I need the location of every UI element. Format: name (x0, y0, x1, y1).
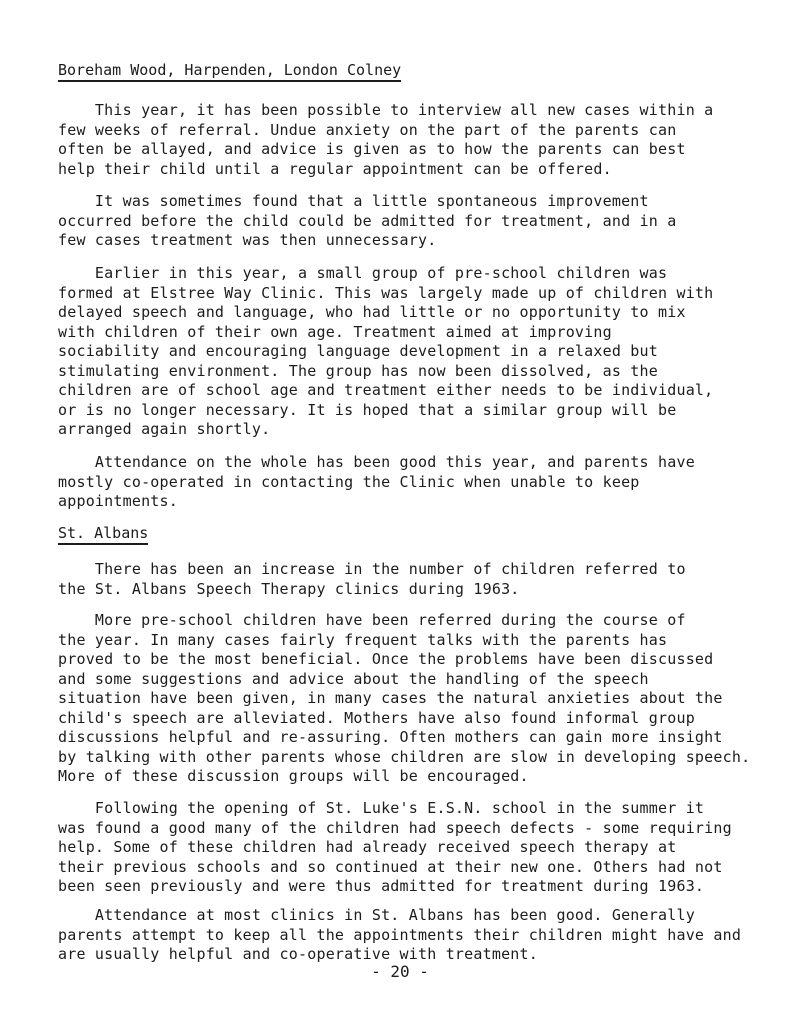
text-line: appointments. (58, 492, 178, 510)
text-line: with children of their own age. Treatment aimed at improving (58, 322, 612, 341)
text-line: occurred before the child could be admitted for treatment, and in a (58, 211, 677, 230)
paragraph (58, 101, 798, 179)
paragraph (58, 799, 798, 897)
section-heading-boreham-wood: Boreham Wood, Harpenden, London Colney (58, 61, 401, 82)
text-line: Following the opening of St. Luke's E.S.N. school in the summer it (58, 799, 705, 817)
text-line: and some suggestions and advice about the handling of the speech (58, 669, 649, 688)
paragraph (58, 264, 798, 440)
text-line: formed at Elstree Way Clinic. This was largely made up of children with (58, 283, 714, 302)
text-line: proved to be the most beneficial. Once the problems have been discussed (58, 650, 714, 668)
paragraph (58, 192, 798, 251)
paragraph (58, 906, 798, 965)
text-line: There has been an increase in the number of children referred to (58, 560, 686, 578)
text-line: Attendance at most clinics in St. Albans has been good. Generally (58, 906, 695, 924)
text-line: discussions helpful and re-assuring. Often mothers can gain more insight (58, 728, 723, 746)
text-line: sociability and encouraging language development in a relaxed but (58, 342, 658, 360)
text-line: stimulating environment. The group has now been dissolved, as the (58, 361, 658, 380)
text-line: been seen previously and were thus admitted for treatment during 1963. (58, 877, 705, 895)
text-line: More of these discussion groups will be encouraged. (58, 767, 529, 785)
text-line: the year. In many cases fairly frequent talks with the parents has (58, 630, 668, 649)
text-line: was found a good many of the children had speech defects - some requiring (58, 818, 732, 837)
text-line: This year, it has been possible to interview all new cases within a (58, 101, 714, 119)
text-line: mostly co-operated in contacting the Clinic when unable to keep (58, 472, 640, 491)
paragraph (58, 611, 798, 787)
text-line: the St. Albans Speech Therapy clinics during 1963. (58, 579, 520, 598)
text-line: Earlier in this year, a small group of pre-school children was (58, 264, 668, 282)
paragraph (58, 453, 798, 512)
text-line: few weeks of referral. Undue anxiety on the part of the parents can (58, 120, 677, 139)
text-line: are usually helpful and co-operative with treatment. (58, 945, 538, 963)
text-line: More pre-school children have been referred during the course of (58, 611, 686, 629)
text-line: few cases treatment was then unnecessary. (58, 231, 437, 249)
text-line: parents attempt to keep all the appointments their children might have and (58, 925, 742, 944)
text-line: help their child until a regular appointment can be offered. (58, 159, 612, 178)
text-line: children are of school age and treatment either needs to be individual, (58, 381, 714, 399)
text-line: delayed speech and language, who had little or no opportunity to mix (58, 303, 686, 321)
text-line: situation have been given, in many cases the natural anxieties about the (58, 689, 723, 707)
text-line: often be allayed, and advice is given as to how the parents can best (58, 140, 686, 158)
text-line: their previous schools and so continued at their new one. Others had not (58, 857, 723, 876)
text-line: arranged again shortly. (58, 420, 271, 438)
paragraph (58, 560, 798, 599)
section-heading-st-albans: St. Albans (58, 524, 148, 545)
text-line: or is no longer necessary. It is hoped that a similar group will be (58, 400, 677, 419)
text-line: by talking with other parents whose children are slow in developing speech. (58, 747, 751, 766)
text-line: child's speech are alleviated. Mothers have also found informal group (58, 708, 695, 727)
page-number: - 20 - (371, 962, 429, 981)
text-line: Attendance on the whole has been good this year, and parents have (58, 453, 695, 471)
text-line: It was sometimes found that a little spontaneous improvement (58, 192, 649, 210)
text-line: help. Some of these children had already received speech therapy at (58, 838, 677, 856)
